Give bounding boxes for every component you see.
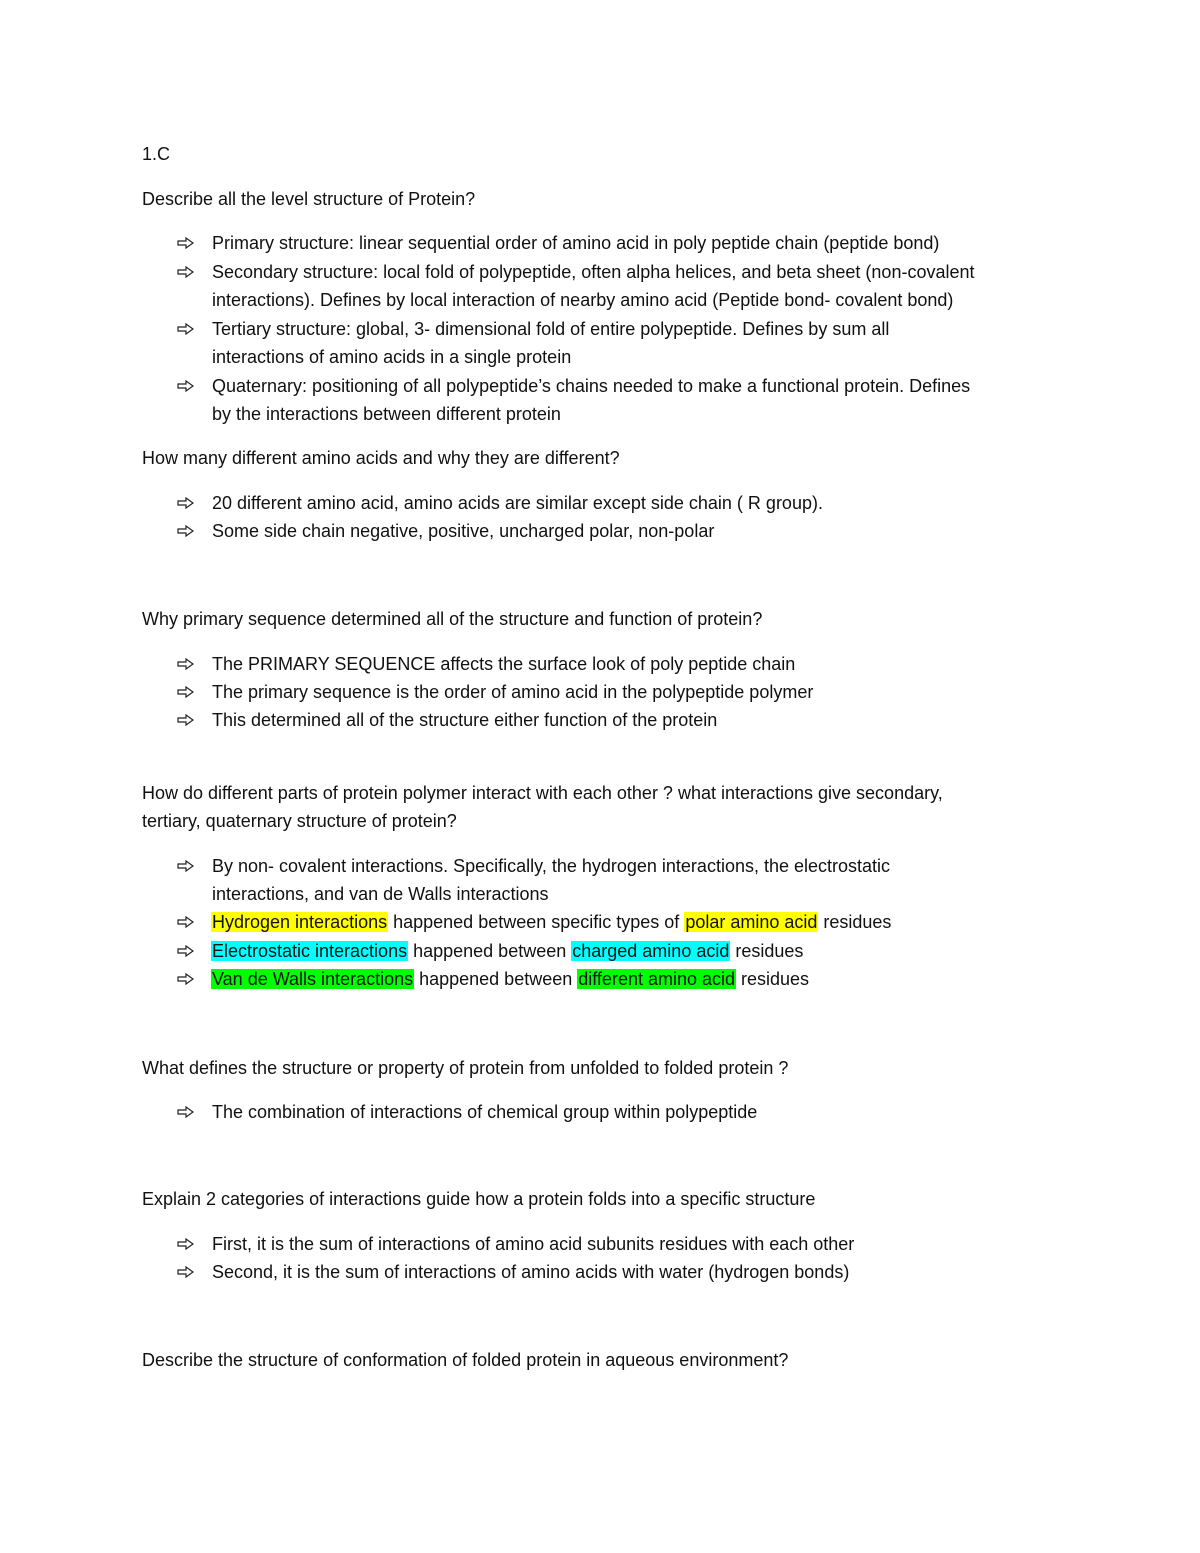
- arrow-bullet-icon: [177, 967, 197, 991]
- highlight-hydrogen-interactions: Hydrogen interactions: [212, 912, 388, 932]
- arrow-bullet-icon: [177, 652, 197, 676]
- question-text: How do different parts of protein polymer interact with each other ? what interactions give secondary,: [142, 783, 943, 803]
- list-item-text: interactions of amino acids in a single protein: [212, 347, 572, 367]
- list-item-text: [211, 910, 891, 934]
- list-item-text: Primary structure: linear sequential order of amino acid in poly peptide chain (peptide bond): [212, 233, 940, 253]
- question-text: Describe the structure of conformation of folded protein in aqueous environment?: [142, 1350, 789, 1370]
- arrow-bullet-icon: [177, 910, 197, 934]
- list-item-text: First, it is the sum of interactions of amino acid subunits residues with each other: [212, 1234, 855, 1254]
- list-item-text: Second, it is the sum of interactions of amino acids with water (hydrogen bonds): [212, 1262, 850, 1282]
- list-item-text: This determined all of the structure either function of the protein: [212, 710, 718, 730]
- question-text: Why primary sequence determined all of the structure and function of protein?: [142, 609, 763, 629]
- question-text: Explain 2 categories of interactions guide how a protein folds into a specific structure: [142, 1189, 816, 1209]
- question-text: tertiary, quaternary structure of protein?: [142, 811, 457, 831]
- list-item-text: The primary sequence is the order of amino acid in the polypeptide polymer: [212, 682, 814, 702]
- question-text: What defines the structure or property of protein from unfolded to folded protein ?: [142, 1058, 789, 1078]
- text-segment: happened between: [408, 941, 572, 961]
- arrow-bullet-icon: [177, 374, 197, 398]
- text-segment: happened between: [414, 969, 578, 989]
- arrow-bullet-icon: [177, 854, 197, 878]
- list-item-text: [211, 939, 803, 963]
- list-item-text: by the interactions between different protein: [212, 404, 561, 424]
- arrow-bullet-icon: [177, 1100, 197, 1124]
- highlight-polar-amino-acid: polar amino acid: [685, 912, 818, 932]
- text-segment: residues: [736, 969, 810, 989]
- highlight-electrostatic-interactions: Electrostatic interactions: [212, 941, 408, 961]
- arrow-bullet-icon: [177, 1232, 197, 1256]
- list-item-text: 20 different amino acid, amino acids are similar except side chain ( R group).: [212, 493, 823, 513]
- arrow-bullet-icon: [177, 939, 197, 963]
- document-heading: 1.C: [142, 144, 171, 164]
- arrow-bullet-icon: [177, 231, 197, 255]
- arrow-bullet-icon: [177, 519, 197, 543]
- list-item-text: [211, 967, 809, 991]
- arrow-bullet-icon: [177, 680, 197, 704]
- arrow-bullet-icon: [177, 317, 197, 341]
- text-segment: residues: [730, 941, 804, 961]
- arrow-bullet-icon: [177, 491, 197, 515]
- highlight-van-de-walls-interactions: Van de Walls interactions: [212, 969, 414, 989]
- question-text: How many different amino acids and why they are different?: [142, 448, 620, 468]
- list-item-text: interactions). Defines by local interaction of nearby amino acid (Peptide bond- covalent bond): [212, 290, 954, 310]
- question-text: Describe all the level structure of Protein?: [142, 189, 476, 209]
- list-item-text: By non- covalent interactions. Specifically, the hydrogen interactions, the electrostatic: [212, 856, 891, 876]
- arrow-bullet-icon: [177, 260, 197, 284]
- arrow-bullet-icon: [177, 1260, 197, 1284]
- list-item-text: Secondary structure: local fold of polypeptide, often alpha helices, and beta sheet (non-covalent: [212, 262, 975, 282]
- list-item-text: The PRIMARY SEQUENCE affects the surface look of poly peptide chain: [212, 654, 796, 674]
- list-item-text: The combination of interactions of chemical group within polypeptide: [212, 1102, 758, 1122]
- highlight-different-amino-acid: different amino acid: [578, 969, 736, 989]
- highlight-charged-amino-acid: charged amino acid: [572, 941, 730, 961]
- text-segment: residues: [818, 912, 892, 932]
- list-item-text: Tertiary structure: global, 3- dimensional fold of entire polypeptide. Defines by sum all: [212, 319, 890, 339]
- list-item-text: interactions, and van de Walls interactions: [212, 884, 549, 904]
- list-item-text: Some side chain negative, positive, uncharged polar, non-polar: [212, 521, 715, 541]
- arrow-bullet-icon: [177, 708, 197, 732]
- list-item-text: Quaternary: positioning of all polypeptide’s chains needed to make a functional protein. Defines: [212, 376, 971, 396]
- text-segment: happened between specific types of: [388, 912, 685, 932]
